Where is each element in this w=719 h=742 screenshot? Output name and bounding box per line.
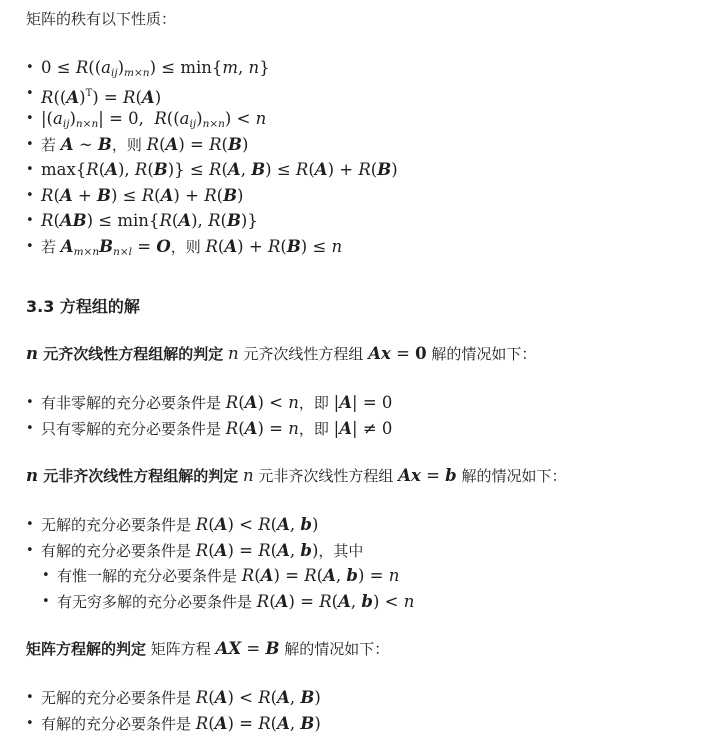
list-item: • 若 $A_{m\times n}B_{n\times l} = O$，则 R(A) + R(B) ≤ n: [26, 234, 398, 260]
homo-list: [26, 390, 392, 441]
list-item: • 无解的充分必要条件是 R(A) < R(A, b): [26, 512, 363, 538]
list-item: • max{R(A), R(B)} ≤ R(A, B) ≤ R(A) + R(B): [26, 157, 398, 183]
list-item: • 有解的充分必要条件是 R(A) = R(A, b)，其中: [26, 538, 363, 564]
matrix-eq-lead: 矩阵方程解的判定: [26, 640, 147, 658]
nonhomo-list: [26, 512, 363, 563]
list-item: • 若 A ∼ B，则 R(A) = R(B): [26, 132, 398, 158]
matrix-eq-paragraph: 矩阵方程解的判定 矩阵方程 AX = B 解的情况如下：: [26, 639, 390, 658]
nonhomo-paragraph: n 元非齐次线性方程组解的判定 n 元非齐次线性方程组 Ax = b 解的情况如下：: [26, 466, 567, 485]
intro-text: 矩阵的秩有以下性质：: [26, 10, 177, 28]
nonhomo-sublist: [42, 563, 414, 614]
list-item: • $R((A)^T) = R(A)$: [26, 81, 398, 107]
rank-properties-list: [26, 55, 398, 259]
list-item: • 有无穷多解的充分必要条件是 R(A) = R(A, b) < n: [42, 589, 414, 615]
list-item: • R(A + B) ≤ R(A) + R(B): [26, 183, 398, 209]
list-item: • $|(a_{ij})_{n\times n}| = 0$, $R((a_{ij})_{n\times n}) < n$: [26, 106, 398, 132]
list-item: • R(AB) ≤ min{R(A), R(B)}: [26, 208, 398, 234]
list-item: • 有解的充分必要条件是 R(A) = R(A, B): [26, 711, 321, 737]
matrix-eq-list: [26, 685, 321, 736]
list-item: • $0 \le R((a_{ij})_{m\times n}) \le \min\{m$, n}: [26, 55, 398, 81]
list-item: • 有惟一解的充分必要条件是 R(A) = R(A, b) = n: [42, 563, 414, 589]
section-title: 3.3 方程组的解: [26, 297, 140, 316]
list-item: • 有非零解的充分必要条件是 R(A) < n，即 |A| = 0: [26, 390, 392, 416]
homo-paragraph: n 元齐次线性方程组解的判定 n 元齐次线性方程组 Ax = 0 解的情况如下：: [26, 344, 537, 363]
list-item: • 无解的充分必要条件是 R(A) < R(A, B): [26, 685, 321, 711]
list-item: • 只有零解的充分必要条件是 R(A) = n，即 |A| ≠ 0: [26, 416, 392, 442]
